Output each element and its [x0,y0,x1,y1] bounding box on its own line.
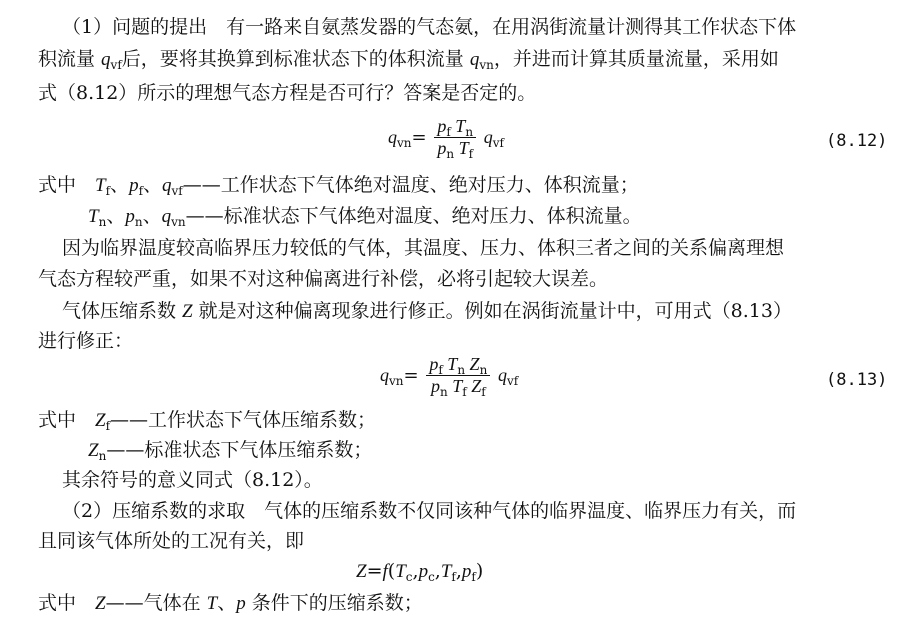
where-line-4: $Z_n——$标准状态下气体压缩系数； [88,439,373,463]
equation-8-13: $q_{vn}=$ $\frac{p_f T_n Z_n}{p_n T_f Z_f}$ $q_{vf}$ [380,354,519,399]
equation-z-function: $Z=f(T_c,p_c,T_f,p_f)$ [356,560,484,584]
paragraph-5-line-2: 且同该气体所处的工况有关，即 [38,530,305,552]
paragraph-5-line-1: （2）压缩系数的求取 气体的压缩系数不仅同该种气体的临界温度、临界压力有关，而 [62,500,797,522]
where-line-2: $T_n$、$p_n$、$q_{vn}——$标准状态下气体绝对温度、绝对压力、体积流量。 [88,205,642,229]
paragraph-2-line-2: 气态方程较严重，如果不对这种偏离进行补偿，必将引起较大误差。 [38,268,609,290]
paragraph-2-line-1: 因为临界温度较高临界压力较低的气体，其温度、压力、体积三者之间的关系偏离理想 [62,237,785,259]
where-line-1: 式中 $T_f$、$p_f$、$q_{vf}——$工作状态下气体绝对温度、绝对压力、体积流量； [38,174,639,198]
paragraph-1-line-3: 式（8.12）所示的理想气态方程是否可行？答案是否定的。 [38,82,537,104]
equation-number-8-13: (8.13) [826,370,888,390]
equation-number-8-12: (8.12) [826,131,888,151]
paragraph-4-line-1: 其余符号的意义同式（8.12）。 [62,469,323,491]
paragraph-1-line-2: 积流量 $q_{vf}$后，要将其换算到标准状态下的体积流量 $q_{vn}$，并进而计算其质量流量，采用如 [38,48,779,72]
where-line-5: 式中 Z——气体在 T、p 条件下的压缩系数； [38,592,423,614]
paragraph-3-line-2: 进行修正： [38,330,134,352]
paragraph-3-line-1: 气体压缩系数 Z 就是对这种偏离现象进行修正。例如在涡街流量计中，可用式（8.13） [62,300,792,322]
equation-8-12: $q_{vn}=$ $\frac{p_f T_n}{p_n T_f}$ $q_{vf}$ [388,116,505,161]
where-line-3: 式中 $Z_f——$工作状态下气体压缩系数； [38,409,377,433]
paragraph-1-line-1: （1）问题的提出 有一路来自氨蒸发器的气态氨，在用涡街流量计测得其工作状态下体 [62,16,797,38]
